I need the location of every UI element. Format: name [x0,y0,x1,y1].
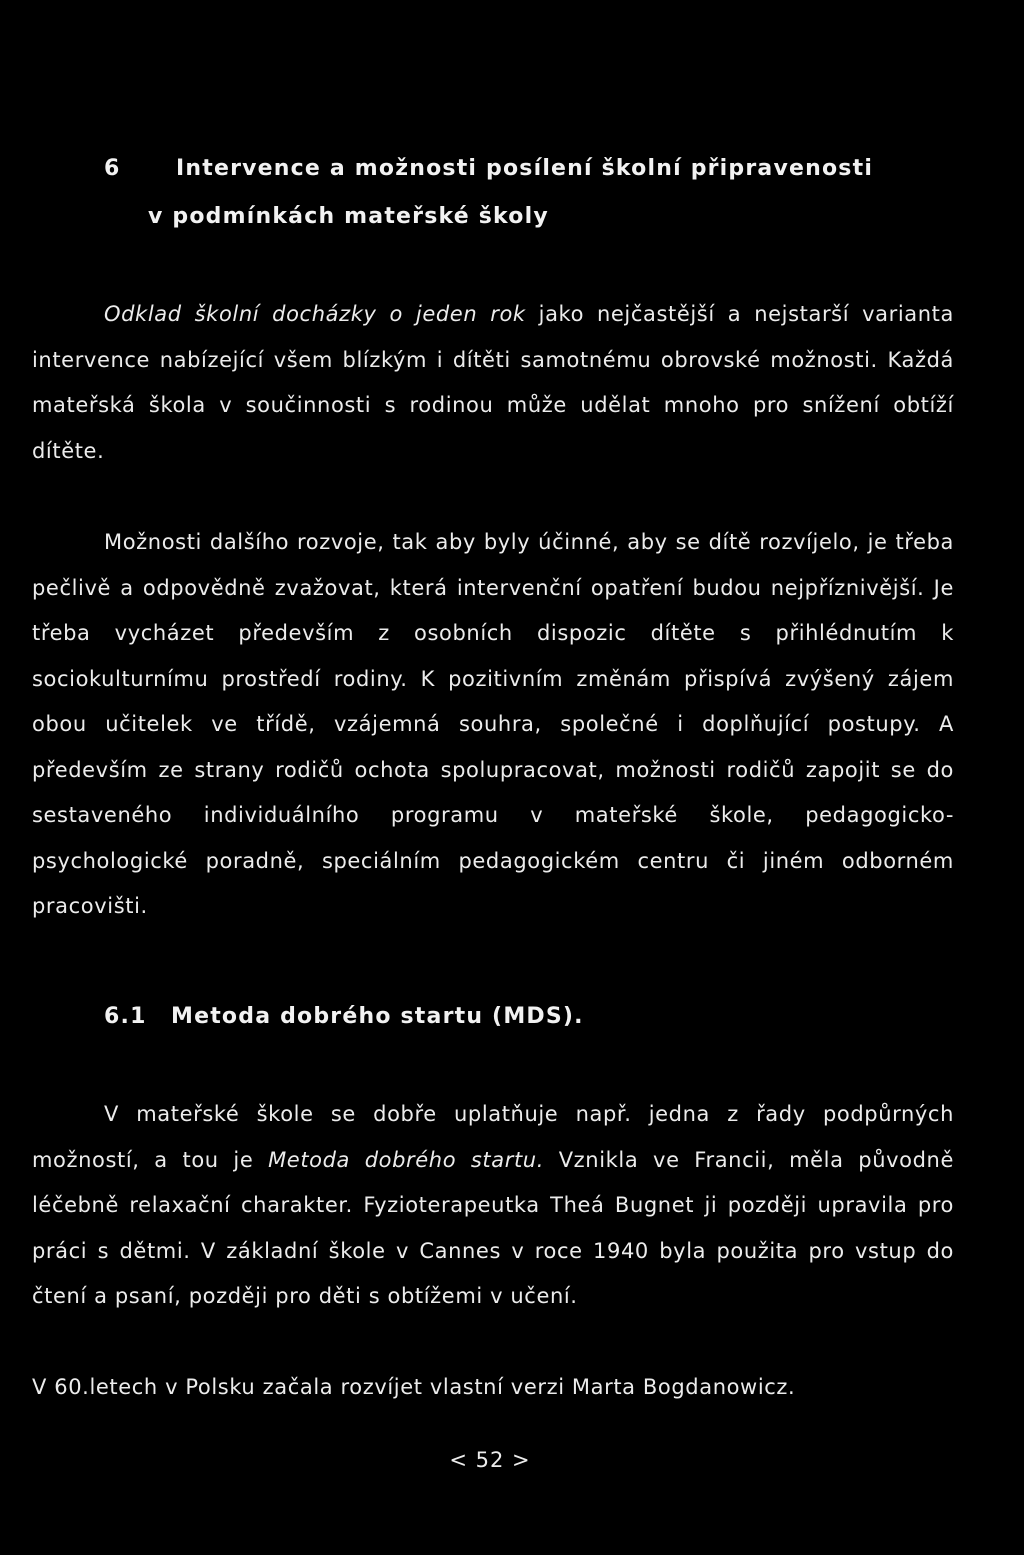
chapter-title-line1: Intervence a možnosti posílení školní připravenosti [176,156,874,181]
section-title: Metoda dobrého startu (MDS). [171,1004,584,1029]
paragraph-1-italic: Odklad školní docházky o jeden rok [104,302,526,326]
paragraph-2 [32,520,954,930]
paragraph-3-text-after: Vznikla ve Francii, měla původně léčebně relaxační charakter. Fyzioterapeutka Theá Bugnet ji později upravila pro práci s dětmi. V základní škole v Cannes v roce 1940 byla použita pro vstup do čtení a psaní, později pro děti s obtížemi v učení. [32,1147,954,1308]
chapter-number: 6 [104,156,121,181]
paragraph-2-text: Možnosti dalšího rozvoje, tak aby byly účinné, aby se dítě rozvíjelo, je třeba pečlivě a odpovědně zvažovat, která intervenční opatření budou nejpříznivější. Je třeba vycházet především z osobních dispozic dítěte s přihlédnutím k sociokulturnímu prostředí rodiny. K pozitivním změnám přispívá zvýšený zájem obou učitelek ve třídě, vzájemná souhra, společné i doplňující postupy. A především ze strany rodičů ochota spolupracovat, možnosti rodičů zapojit se do sestaveného individuálního programu v mateřské škole, pedagogicko-psychologické poradně, speciálním pedagogickém centru či jiném odborném pracovišti. [32,530,954,918]
chapter-title-line2: v podmínkách mateřské školy [148,204,549,229]
paragraph-3-italic: Metoda dobrého startu. [268,1147,544,1172]
paragraph-3-text-before: V mateřské škole se dobře uplatňuje např. jedna z řady podpůrných možností, a tou je [32,1102,954,1172]
paragraph-4 [32,1365,954,1411]
paragraph-1 [32,292,954,474]
section-number: 6.1 [104,1004,147,1029]
paragraph-4-text: V 60.letech v Polsku začala rozvíjet vlastní verzi Marta Bogdanowicz. [32,1375,796,1399]
page-number: < 52 > [449,1448,531,1472]
paragraph-1-text: jako nejčastější a nejstarší varianta intervence nabízející všem blízkým i dítěti samotnému obrovské možnosti. Každá mateřská škola v součinnosti s rodinou může udělat mnoho pro snížení obtíží dítěte. [32,302,954,463]
paragraph-3 [32,1092,954,1320]
